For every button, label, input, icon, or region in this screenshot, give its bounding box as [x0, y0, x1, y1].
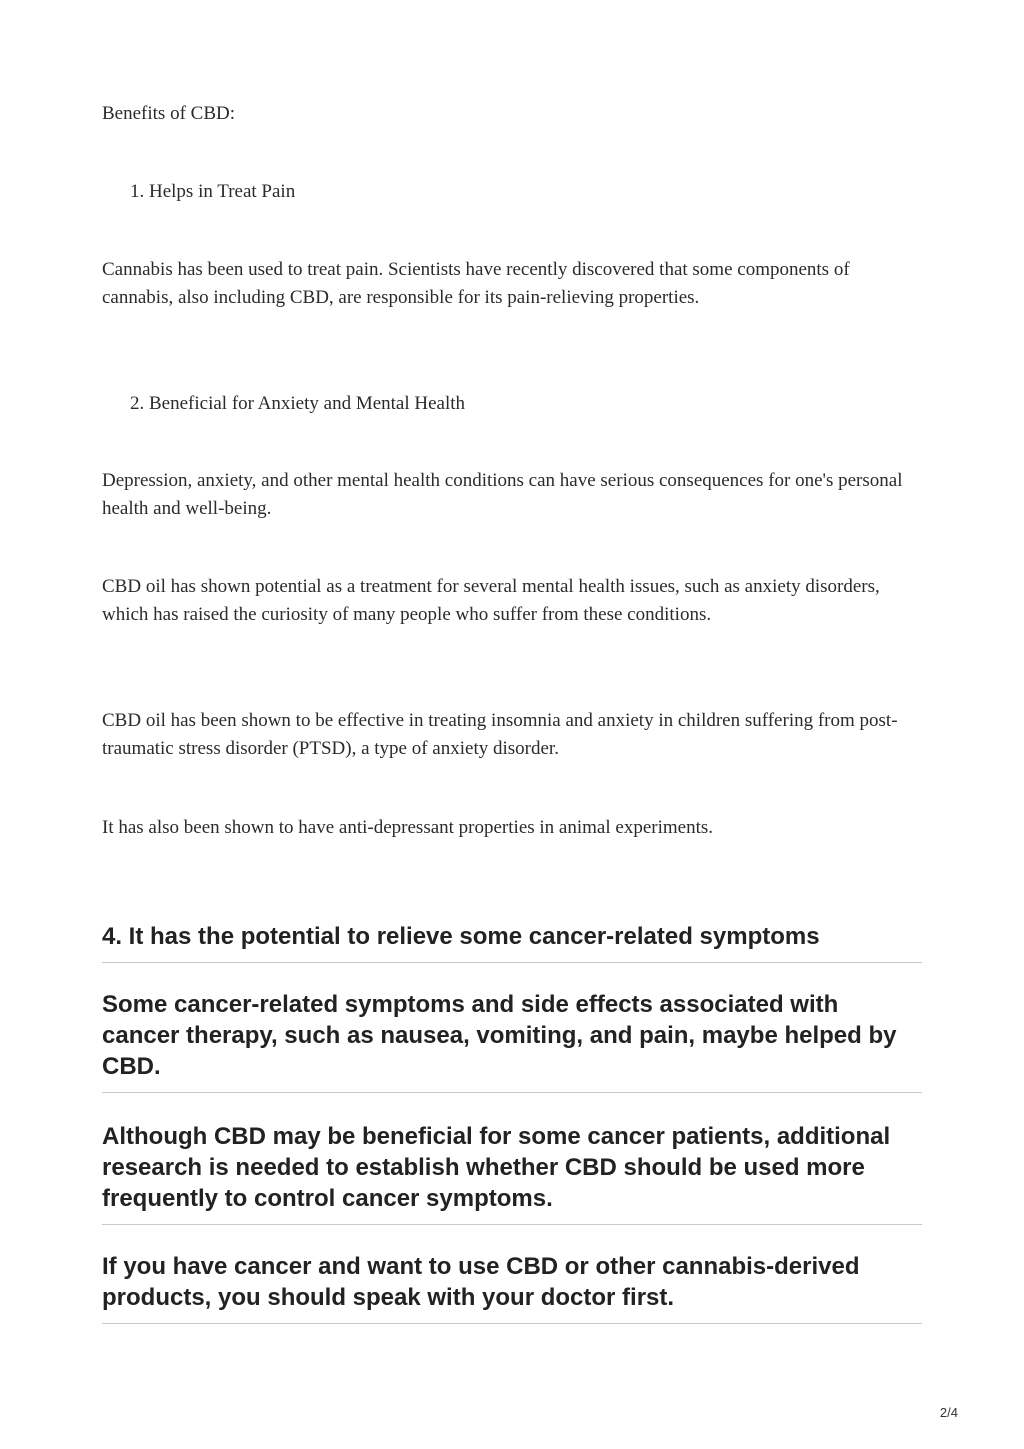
heading-additional-research: Although CBD may be beneficial for some cancer patients, additional research is needed to establish whether CBD should be used more frequently to control cancer symptoms. — [102, 1121, 922, 1225]
heading-cancer-symptoms: Some cancer-related symptoms and side effects associated with cancer therapy, such as nausea, vomiting, and pain, maybe helped by CBD. — [102, 989, 922, 1093]
paragraph-cbd-oil-insomnia: CBD oil has been shown to be effective in treating insomnia and anxiety in children suffering from post-traumatic stress disorder (PTSD), a type of anxiety disorder. — [102, 710, 898, 759]
list-item-1 — [130, 178, 830, 206]
list-text-1: Helps in Treat Pain — [149, 181, 296, 202]
list-item-2 — [130, 390, 830, 418]
paragraph-anti-depressant: It has also been shown to have anti-depressant properties in animal experiments. — [102, 817, 713, 838]
intro-text: Benefits of CBD: — [102, 103, 235, 124]
section-heading-cancer: 4. It has the potential to relieve some cancer-related symptoms — [102, 921, 922, 963]
list-number-1: 1. — [130, 181, 145, 202]
paragraph-depression: Depression, anxiety, and other mental health conditions can have serious consequences for one's personal health and well-being. — [102, 470, 903, 519]
heading-speak-with-doctor: If you have cancer and want to use CBD or other cannabis-derived products, you should speak with your doctor first. — [102, 1251, 922, 1324]
list-text-2: Beneficial for Anxiety and Mental Health — [149, 393, 466, 414]
list-number-2: 2. — [130, 393, 145, 414]
paragraph-cbd-oil-potential: CBD oil has shown potential as a treatment for several mental health issues, such as anxiety disorders, which has raised the curiosity of many people who suffer from these conditions. — [102, 576, 880, 625]
page-number: 2/4 — [939, 1405, 958, 1420]
paragraph-pain: Cannabis has been used to treat pain. Scientists have recently discovered that some components of cannabis, also including CBD, are responsible for its pain-relieving properties. — [102, 259, 850, 308]
